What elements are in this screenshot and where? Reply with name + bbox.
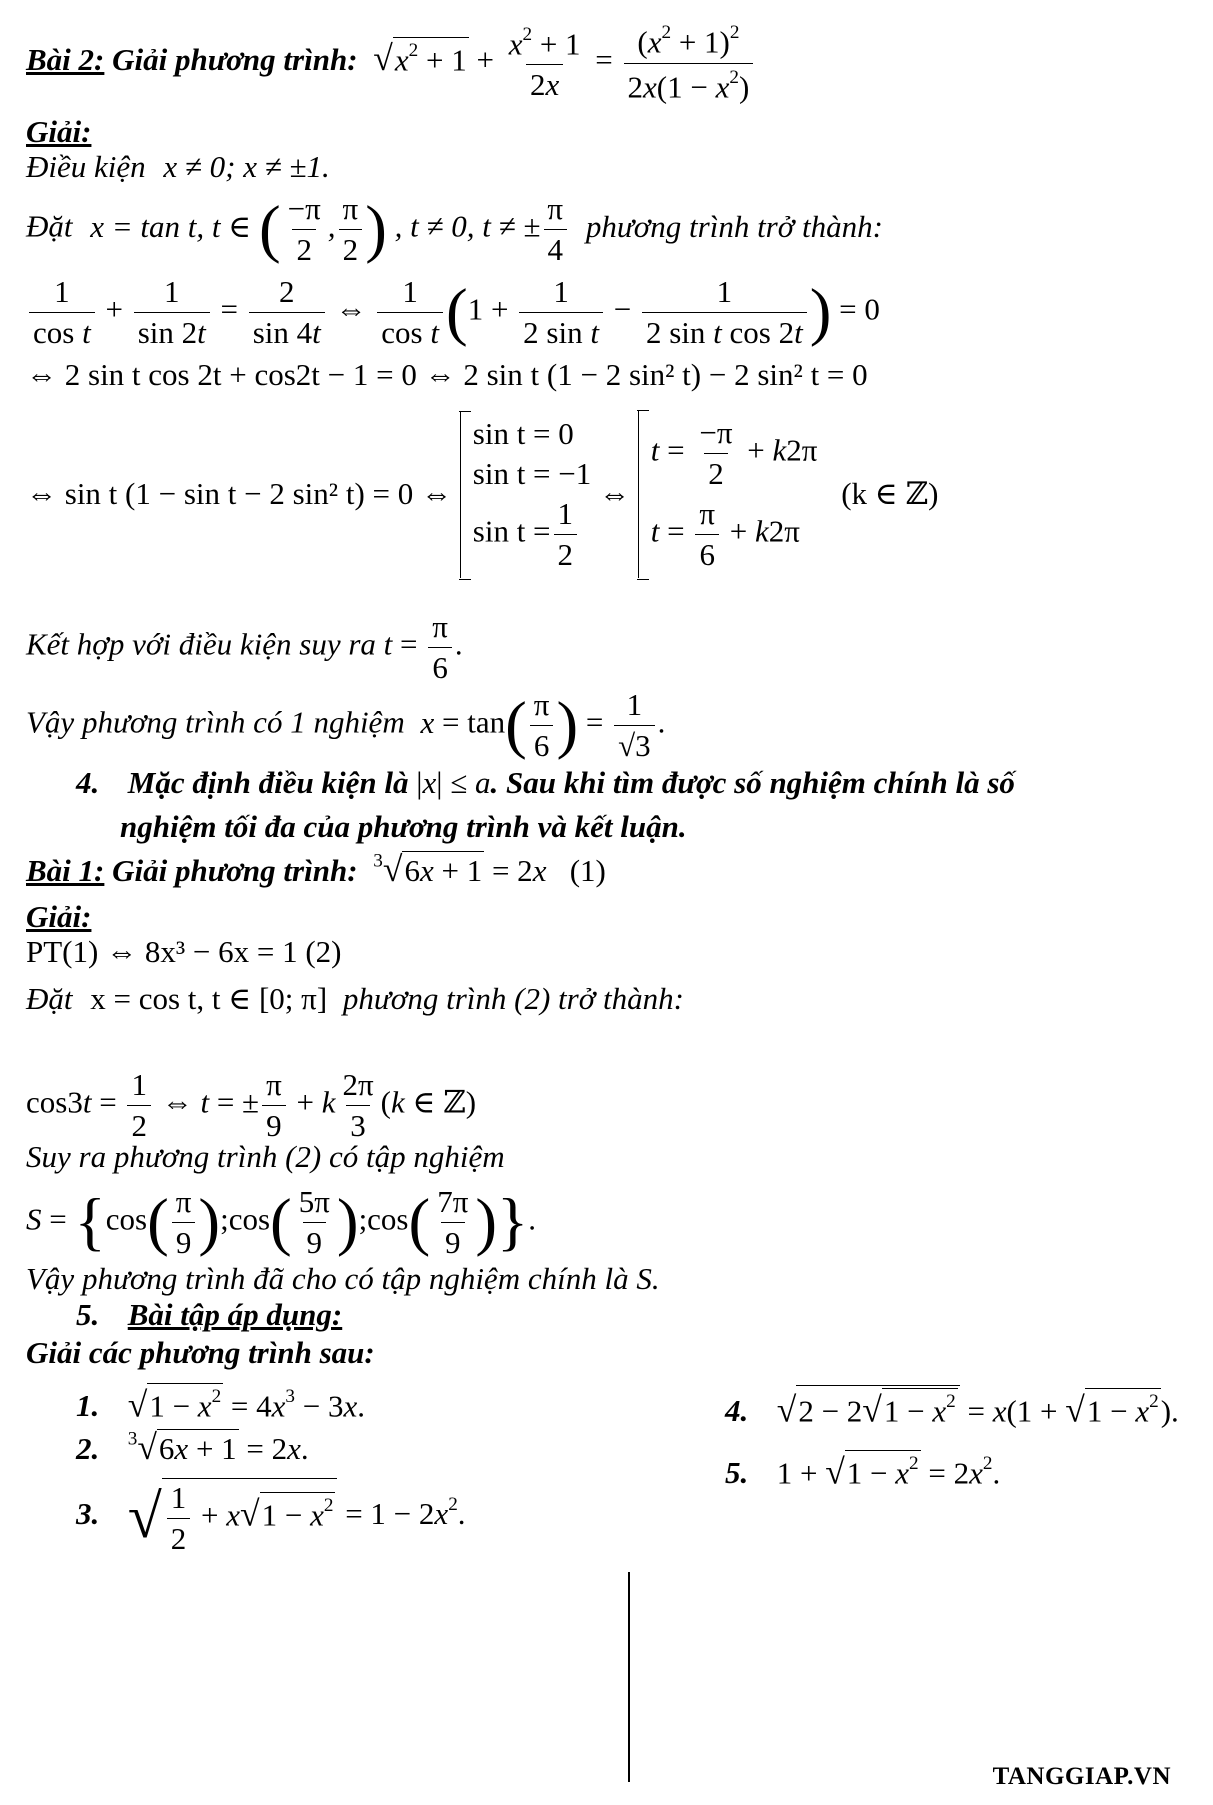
item5-line — [76, 1298, 342, 1332]
column-divider — [628, 1572, 630, 1782]
bai1-title: Bài 1: — [26, 853, 105, 888]
dieu-kien-text: Điều kiện — [26, 149, 146, 184]
ex1-num: 1. — [76, 1388, 100, 1424]
ket-hop-line: Kết hợp với điều kiện suy ra t = $\frac{\pi}{6}$ . — [26, 609, 463, 686]
bai2-equation: $√x^2 + 1$ + $\frac{x^2 + 1}{2x}$ = $\frac{(x^2 + 1)^2}{2x(1 - x^2)}$ — [373, 42, 756, 77]
pt1-line: PT(1) ⇔ 8x³ − 6x = 1 (2) — [26, 934, 342, 969]
case-sin-block: sin t = 0 sin t = −1 sin t = $\frac{1}{2}$ — [460, 411, 592, 578]
vay1-line: Vậy phương trình có 1 nghiệm x = tan( $\frac{\pi}{6}$ ) = $\frac{1}{√3}$ . — [26, 687, 666, 764]
ket-hop-text: Kết hợp với điều kiện suy ra — [26, 626, 376, 662]
dat-word: Đặt — [26, 208, 73, 244]
bai2-header — [26, 22, 756, 104]
dat-tail: phương trình trở thành: — [585, 208, 883, 244]
exercise-2: 2. $^3$√6x + 1 = 2x. — [76, 1427, 309, 1467]
item5-num: 5. — [76, 1297, 100, 1332]
dat-expr-b: , t ≠ 0, t ≠ ± — [394, 208, 541, 244]
exercise-5: 5. $1 + √1 - x^2 = 2x^2$. — [725, 1451, 1001, 1492]
dat2-tail: phương trình (2) trở thành: — [342, 981, 684, 1016]
eq-line-2: ⇔ 2 sin t cos 2t + cos2t − 1 = 0 ⇔ 2 sin t (1 − 2 sin² t) − 2 sin² t = 0 — [26, 357, 868, 392]
case-sin-half: sin t = — [472, 513, 551, 549]
bai2-task: Giải phương trình: — [112, 42, 358, 78]
exercise-3: 3. √ $\frac{1}{2}$ + $x√1 - x^2 = 1 - 2x^2$. — [76, 1480, 466, 1557]
cos3t-line: cos3t = $\frac{1}{2}$ ⇔ t = ± $\frac{\pi}{9}$ + k $\frac{2\pi}{3}$ (k ∈ ℤ) — [26, 1067, 477, 1144]
ex3-num: 3. — [76, 1496, 100, 1532]
item5-text: Bài tập áp dụng: — [127, 1297, 343, 1332]
item4-num: 4. — [76, 765, 100, 800]
giai-cac-text: Giải các phương trình sau: — [26, 1335, 375, 1370]
case-t-block: t = $\frac{-\pi}{2}$ + k2π t = $\frac{\pi}{6}$ + k2π — [638, 410, 818, 578]
dat-tan-line: Đặt x = tan t, t ∈ ( $\frac{-\pi}{2}$ , $\frac{\pi}{2}$ ) , t ≠ 0, t ≠ ± $\frac{\pi}{4}$ phương trình trở thành: — [26, 191, 883, 268]
bai1-header: Bài 1: Giải phương trình: $^3$√6x + 1 = 2x (1) — [26, 849, 606, 889]
giai-label-2: Giải: — [26, 899, 92, 934]
bai1-task: Giải phương trình: — [112, 853, 358, 888]
dat-word-2: Đặt — [26, 981, 73, 1016]
ex5-num: 5. — [725, 1455, 749, 1491]
case-sin-m1: sin t = −1 — [472, 455, 592, 491]
item4-text-a: Mặc định điều kiện là — [127, 765, 409, 800]
dat-cos-line — [26, 982, 684, 1016]
set-s-line: S = {cos( $\frac{\pi}{9}$ );cos( $\frac{5\pi}{9}$ );cos( $\frac{7\pi}{9}$ )}. — [26, 1184, 537, 1261]
exercise-4: 4. $√2 - 2√1 - x^2 = x(1 + √1 - x^2)$. — [725, 1385, 1179, 1430]
giai-label-1: Giải: — [26, 114, 92, 149]
eq-line-3: ⇔ sin t (1 − sin t − 2 sin² t) = 0 ⇔ sin t = 0 sin t = −1 sin t = $\frac{1}{2}$ ⇔ t = $\frac{-\pi}{2}$ + k2π t = $\frac{\pi}{6}$ + k2π (k ∈ ℤ) — [26, 410, 938, 578]
footer-brand: TANGGIAP.VN — [992, 1763, 1171, 1790]
k-in-z: (k ∈ ℤ) — [841, 476, 939, 512]
item4-text-b: . Sau khi tìm được số nghiệm chính là số — [490, 765, 1015, 800]
eq-line-3-left: ⇔ sin t (1 − sin t − 2 sin² t) = 0 ⇔ — [26, 476, 453, 512]
ex4-num: 4. — [725, 1393, 749, 1429]
eq-line-1: $\frac{1}{\text{cos t}}$ + $\frac{1}{\sin 2t}$ = $\frac{2}{\sin 4t}$ ⇔ $\frac{1}{\text{cos t}}$ (1 + $\frac{1}{\text{2 sin t}}$ − $\frac{1}{\text{2 sin t cos 2t}}$ ) = 0 — [26, 275, 880, 350]
exercise-1: 1. $√1 - x^2 = 4x^3 - 3x$. — [76, 1384, 366, 1425]
bai2-title: Bài 2: — [26, 42, 105, 78]
ex2-num: 2. — [76, 1431, 100, 1466]
vay1-text: Vậy phương trình có 1 nghiệm — [26, 704, 405, 740]
dieu-kien-line — [26, 150, 330, 184]
case-sin0: sin t = 0 — [472, 415, 574, 451]
dieu-kien-expr: x ≠ 0; x ≠ ±1. — [163, 149, 330, 184]
suy-ra-text: Suy ra phương trình (2) có tập nghiệm — [26, 1139, 505, 1174]
dat2-expr: x = cos t, t ∈ [0; π] — [90, 981, 328, 1016]
vay2-text: Vậy phương trình đã cho có tập nghiệm chính là S. — [26, 1261, 660, 1296]
item4-line1: 4. Mặc định điều kiện là |x| ≤ a. Sau khi tìm được số nghiệm chính là số — [76, 765, 1015, 800]
dat-expr-a: x = tan t, t ∈ — [90, 208, 252, 244]
item4-text-c: nghiệm tối đa của phương trình và kết luận. — [120, 809, 687, 844]
